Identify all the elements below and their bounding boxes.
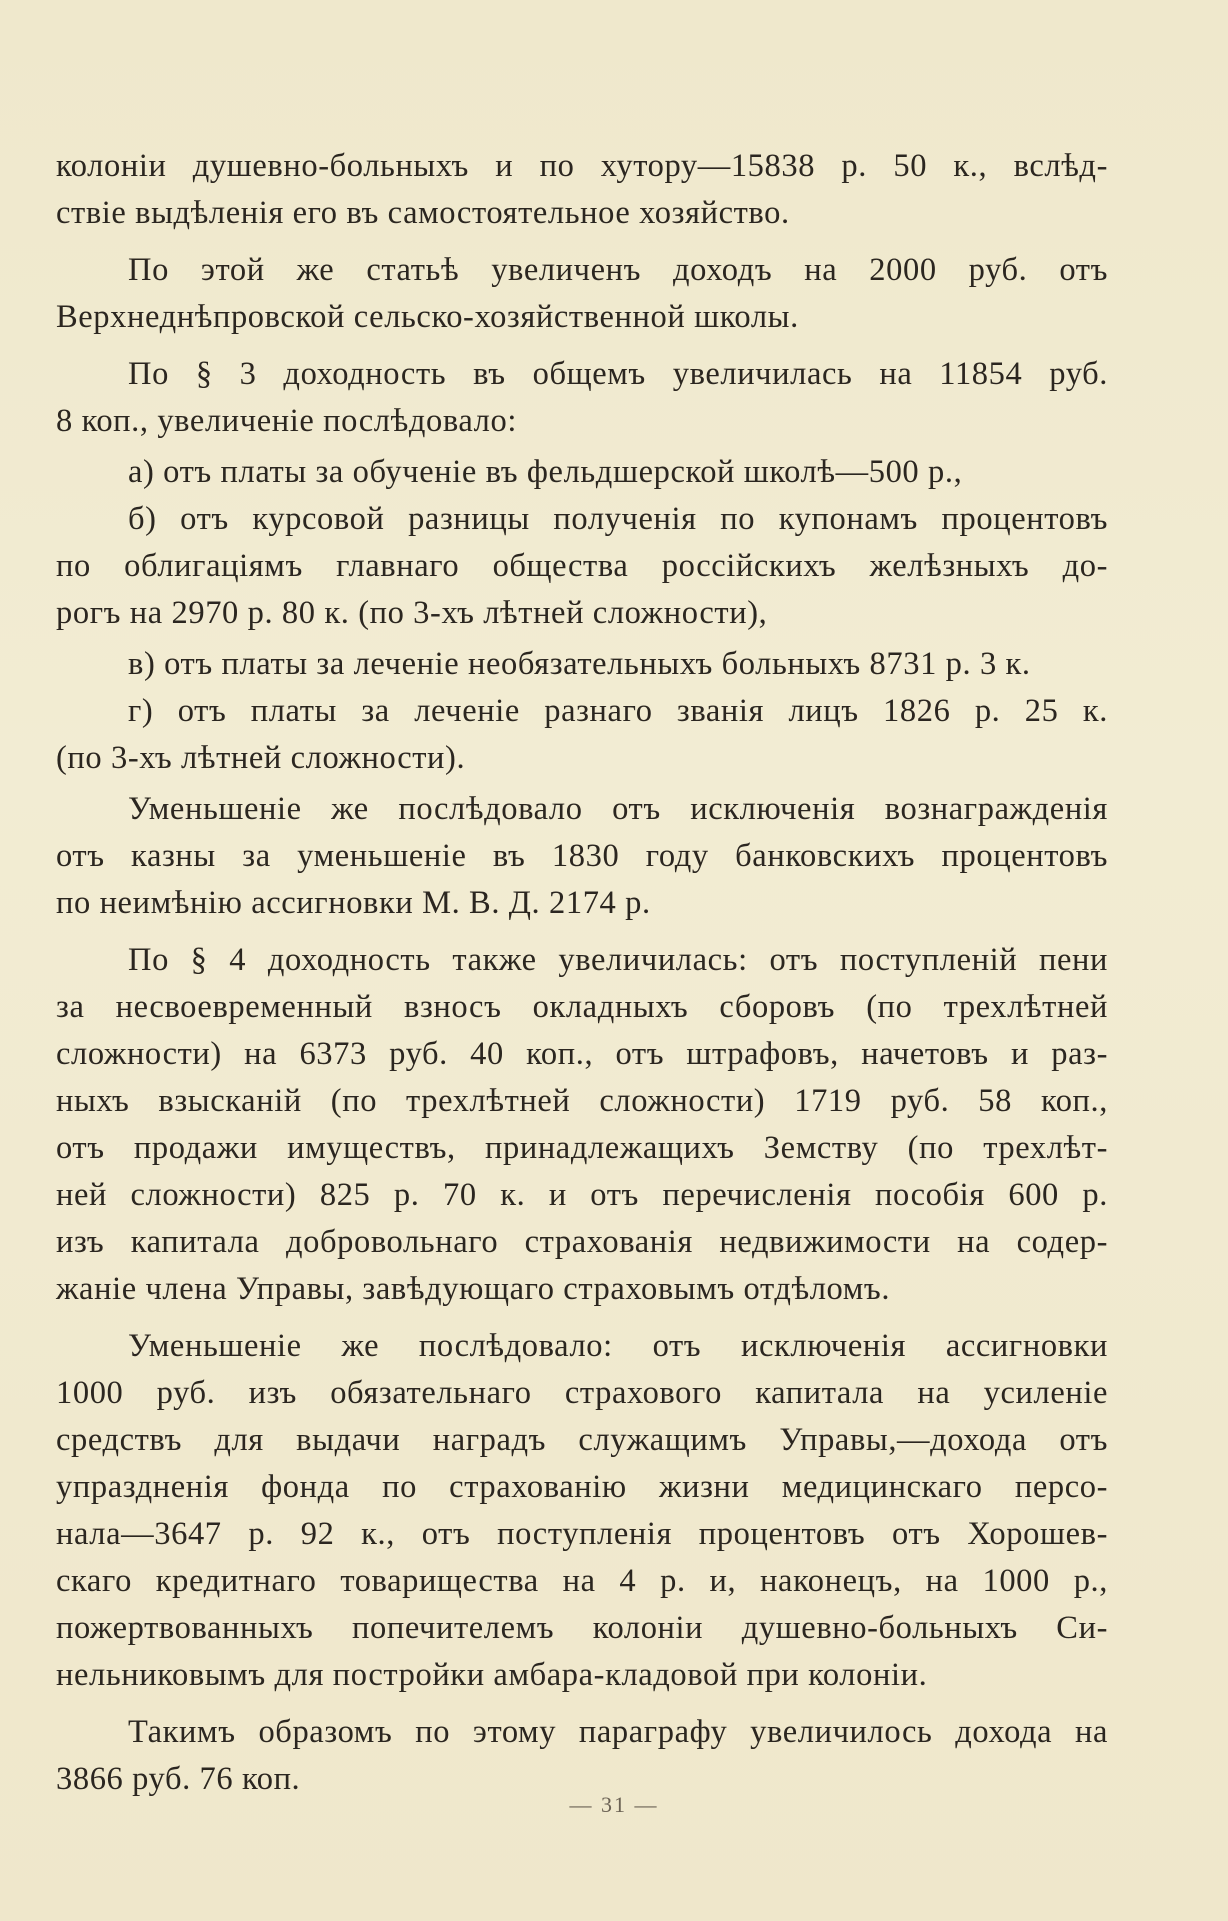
text-line: Верхнеднѣпровской сельско-хозяйственной школы. <box>56 299 799 335</box>
text-line: за несвоевременный взносъ окладныхъ сборовъ (по трехлѣтней <box>56 989 1108 1025</box>
text-line: по облигаціямъ главнаго общества россійскихъ желѣзныхъ до- <box>56 548 1108 584</box>
text-line: отъ продажи имуществъ, принадлежащихъ Земству (по трехлѣт- <box>56 1130 1108 1166</box>
text-line: ныхъ взысканій (по трехлѣтней сложности) 1719 руб. 58 коп., <box>56 1083 1108 1119</box>
text-line: По § 4 доходность также увеличилась: отъ поступленій пени <box>128 942 1108 978</box>
text-line: колоніи душевно-больныхъ и по хутору—15838 р. 50 к., вслѣд- <box>56 148 1108 184</box>
text-line: нала—3647 р. 92 к., отъ поступленія процентовъ отъ Хорошев- <box>56 1516 1108 1552</box>
text-line: скаго кредитнаго товарищества на 4 р. и, наконецъ, на 1000 р., <box>56 1563 1108 1599</box>
paragraph-2 <box>56 247 1108 341</box>
body-text <box>56 143 1108 1803</box>
text-line: ней сложности) 825 р. 70 к. и отъ перечисленія пособія 600 р. <box>56 1177 1108 1213</box>
text-line: нельниковымъ для постройки амбара-кладовой при колоніи. <box>56 1657 928 1693</box>
paragraph-5 <box>56 496 1108 637</box>
paragraph-11 <box>56 1709 1108 1803</box>
paragraph-4 <box>56 449 1108 496</box>
text-line: 8 коп., увеличеніе послѣдовало: <box>56 403 517 439</box>
text-line: Такимъ образомъ по этому параграфу увеличилось дохода на <box>128 1714 1108 1750</box>
text-line: рогъ на 2970 р. 80 к. (по 3-хъ лѣтней сложности), <box>56 595 768 631</box>
paragraph-6 <box>56 641 1108 688</box>
text-line: в) отъ платы за леченіе необязательныхъ больныхъ 8731 р. 3 к. <box>128 646 1031 682</box>
text-line: отъ казны за уменьшеніе въ 1830 году банковскихъ процентовъ <box>56 838 1108 874</box>
text-line: б) отъ курсовой разницы полученія по купонамъ процентовъ <box>128 501 1108 537</box>
text-line: Уменьшеніе же послѣдовало отъ исключенія вознагражденія <box>128 791 1108 827</box>
text-line: а) отъ платы за обученіе въ фельдшерской школѣ—500 р., <box>128 454 963 490</box>
text-line: пожертвованныхъ попечителемъ колоніи душевно-больныхъ Си- <box>56 1610 1108 1646</box>
paragraph-8 <box>56 786 1108 927</box>
text-line: 3866 руб. 76 коп. <box>56 1761 301 1797</box>
text-line: По этой же статьѣ увеличенъ доходъ на 2000 руб. отъ <box>128 252 1108 288</box>
text-line: Уменьшеніе же послѣдовало: отъ исключенія ассигновки <box>128 1328 1108 1364</box>
text-line: средствъ для выдачи наградъ служащимъ Управы,—дохода отъ <box>56 1422 1108 1458</box>
text-line: по неимѣнію ассигновки М. В. Д. 2174 р. <box>56 885 651 921</box>
paragraph-1 <box>56 143 1108 237</box>
paragraph-7 <box>56 688 1108 782</box>
text-line: ствіе выдѣленія его въ самостоятельное хозяйство. <box>56 195 790 231</box>
paragraph-9 <box>56 937 1108 1313</box>
text-line: г) отъ платы за леченіе разнаго званія лицъ 1826 р. 25 к. <box>128 693 1108 729</box>
text-line: 1000 руб. изъ обязательнаго страхового капитала на усиленіе <box>56 1375 1108 1411</box>
text-line: сложности) на 6373 руб. 40 коп., отъ штрафовъ, начетовъ и раз- <box>56 1036 1108 1072</box>
text-line: По § 3 доходность въ общемъ увеличилась на 11854 руб. <box>128 356 1108 392</box>
paragraph-3 <box>56 351 1108 445</box>
page-number: — 31 — <box>569 1792 659 1817</box>
text-line: жаніе члена Управы, завѣдующаго страховымъ отдѣломъ. <box>56 1271 891 1307</box>
text-line: упраздненія фонда по страхованію жизни медицинскаго персо- <box>56 1469 1108 1505</box>
text-line: изъ капитала добровольнаго страхованія недвижимости на содер- <box>56 1224 1108 1260</box>
paragraph-10 <box>56 1323 1108 1699</box>
text-line: (по 3-хъ лѣтней сложности). <box>56 740 466 776</box>
